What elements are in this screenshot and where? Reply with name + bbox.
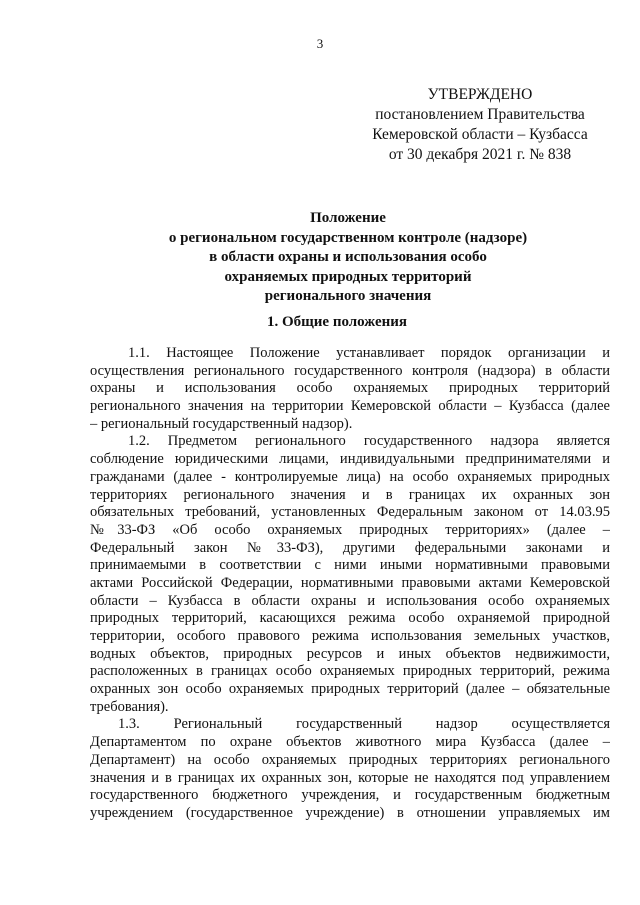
- text-line: территории, особого правового режима использования земельных участков,: [90, 628, 610, 644]
- title-line: регионального значения: [264, 288, 432, 304]
- text-line: 1.2. Предметом регионального государственного надзора является: [128, 433, 610, 450]
- approval-line: УТВЕРЖДЕНО: [427, 86, 533, 103]
- text-line: учреждением (государственное учреждение) в отношении управляемых им: [90, 804, 610, 821]
- document-title: [0, 209, 640, 307]
- text-line: природных территорий, касающихся режима особо охраняемой природной: [90, 610, 610, 627]
- title-line: охраняемых природных территорий: [224, 268, 472, 285]
- approval-line: постановлением Правительства: [375, 106, 585, 123]
- text-line: области – Кузбасса в области охраны и использования особо охраняемых: [90, 592, 610, 609]
- title-line: Положение: [310, 210, 386, 226]
- document-body: [90, 345, 610, 823]
- text-line: обязательных требований, установленных Федеральным законом от 14.03.95: [90, 504, 610, 521]
- text-line: охранных зон особо охраняемых природных территорий (далее – обязательные: [90, 681, 610, 698]
- text-line: требования).: [90, 698, 169, 715]
- approval-stamp-block: [330, 85, 630, 165]
- text-line: – региональный государственный надзор).: [90, 415, 353, 432]
- text-line: охраны и использования особо охраняемых природных территорий: [90, 380, 610, 397]
- text-line: государственного бюджетного учреждения, и государственным бюджетным: [90, 787, 610, 804]
- text-line: №33-ФЗ «Об особо охраняемых природных территориях» (далее –: [90, 521, 610, 538]
- text-line: осуществления регионального государственного контроля (надзора) в области: [90, 362, 610, 379]
- text-line: значения и в границах их охранных зон, которые не находятся под управлением: [90, 769, 610, 786]
- text-line: гражданами (далее - контролируемые лица) на особо охраняемых природных: [90, 468, 610, 485]
- text-line: 1.3. Региональный государственный надзор осуществляется: [118, 716, 610, 733]
- text-line: Федеральный закон №33-ФЗ), другими федеральными законами и: [90, 539, 610, 556]
- text-line: Департаментом по охране объектов животного мира Кузбасса (далее –: [90, 734, 610, 751]
- text-line: регионального значения на территории Кемеровской области – Кузбасса (далее: [90, 398, 610, 415]
- approval-line: Кемеровской области – Кузбасса: [372, 126, 588, 143]
- paragraph-1-1: [90, 345, 610, 433]
- text-line: 1.1. Настоящее Положение устанавливает порядок организации и: [128, 345, 610, 361]
- text-line: территориях регионального значения и в границах их охранных зон: [90, 486, 610, 503]
- text-line: актами Российской Федерации, нормативными правовыми актами Кемеровской: [90, 574, 610, 591]
- text-line: соблюдение юридическими лицами, индивидуальными предпринимателями и: [90, 451, 610, 468]
- section-heading: 1. Общие положения: [266, 314, 408, 330]
- text-line: расположенных в границах особо охраняемых природных территорий, режима: [90, 663, 610, 680]
- text-line: Департамент) на особо охраняемых природных территориях регионального: [90, 751, 610, 768]
- page-number: 3: [316, 36, 324, 51]
- paragraph-1-3: [90, 716, 610, 822]
- text-line: водных объектов, природных ресурсов и иных объектов недвижимости,: [90, 645, 610, 662]
- paragraph-1-2: [90, 433, 610, 716]
- title-line: в области охраны и использования особо: [209, 249, 487, 265]
- approval-line: от 30 декабря 2021 г. № 838: [388, 146, 572, 163]
- title-line: о региональном государственном контроле (надзоре): [168, 229, 528, 246]
- text-line: принимаемыми в соответствии с ними иными нормативными правовыми: [90, 557, 610, 574]
